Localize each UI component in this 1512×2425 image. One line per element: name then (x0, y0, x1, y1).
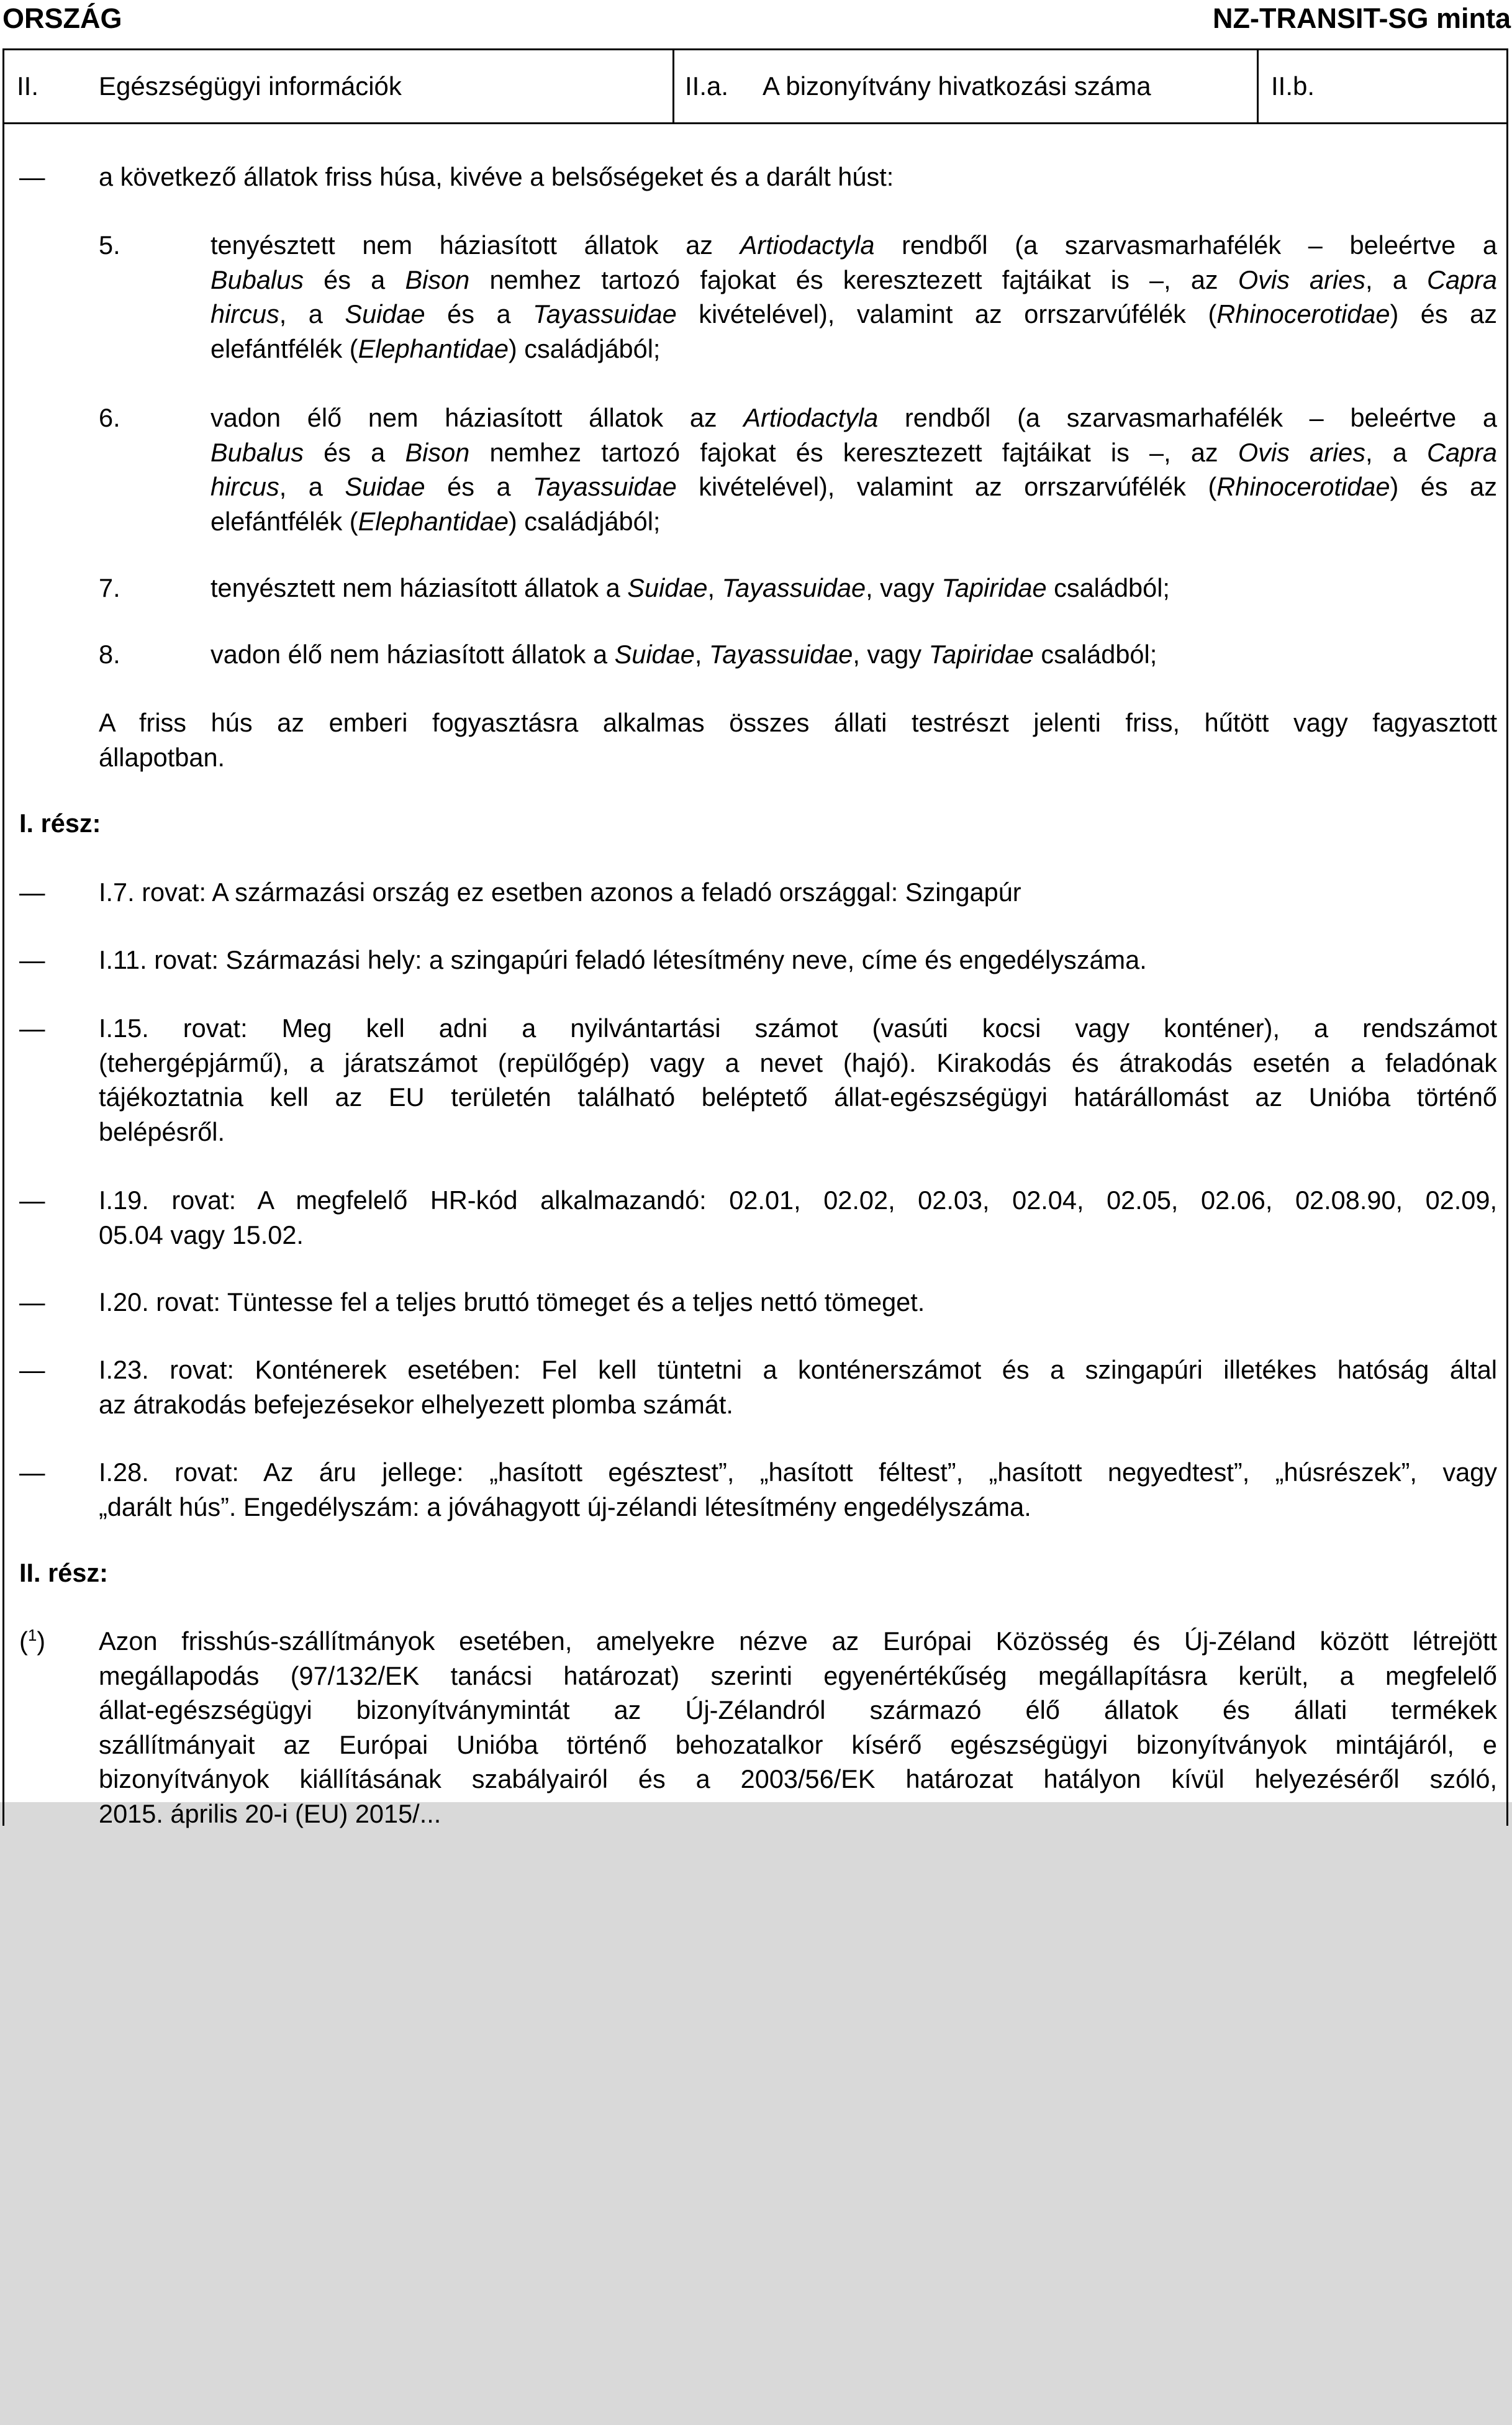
text-line: 2015. április 20-i (EU) 2015/... (99, 1798, 441, 1828)
top-header (0, 0, 1512, 45)
text-line: elefántfélék (Elephantidae) családjából; (211, 333, 661, 363)
text-line: I.20. rovat: Tüntesse fel a teljes bruttó tömeget és a teljes nettó tömeget. (99, 1287, 925, 1317)
item-7-text (211, 571, 1497, 605)
item-6-text (211, 401, 1497, 538)
col2-number: II.a. (685, 71, 729, 101)
header-divider (672, 50, 674, 122)
text-line: 05.04 vagy 15.02. (99, 1220, 304, 1249)
text-line: (tehergépjármű), a járatszámot (repülőgép) vagy a nevet (hajó). Kirakodás és átrakodás esetén a feladónak (99, 1048, 1497, 1077)
footnote-close: ) (37, 1626, 46, 1656)
text-line: Bubalus és a Bison nemhez tartozó fajokat és keresztezett fajtáikat is –, az Ovis aries, a Capra (211, 265, 1498, 294)
table-header-row (2, 48, 1508, 124)
item-number: 6. (99, 403, 120, 432)
text-line: állapotban. (99, 742, 225, 772)
text-line: vadon élő nem háziasított állatok az Artiodactyla rendből (a szarvasmarhafélék – beleértve a (211, 403, 1497, 432)
text-line: I.28. rovat: Az áru jellege: „hasított egésztest”, „hasított féltest”, „hasított negyedtest”, „húsrészek”, vagy (99, 1457, 1497, 1487)
box-i7-note (99, 875, 1497, 910)
fresh-meat-note (99, 705, 1497, 774)
part-2-title: II. rész: (19, 1558, 109, 1587)
box-i23-note (99, 1353, 1497, 1421)
header-divider (1257, 50, 1259, 122)
text-line: tenyésztett nem háziasított állatok a Suidae, Tayassuidae, vagy Tapiridae családból; (211, 573, 1170, 602)
dash-bullet: — (19, 162, 45, 191)
box-i15-note (99, 1011, 1497, 1149)
text-line: tenyésztett nem háziasított állatok az Artiodactyla rendből (a szarvasmarhafélék – beleértve a (211, 230, 1497, 260)
text-line: I.19. rovat: A megfelelő HR-kód alkalmazandó: 02.01, 02.02, 02.03, 02.04, 02.05, 02.06, 02.08.90, 02.09, (99, 1185, 1497, 1215)
text-line: Bubalus és a Bison nemhez tartozó fajokat és keresztezett fajtáikat is –, az Ovis aries, a Capra (211, 437, 1498, 467)
text-line: Azon frisshús-szállítmányok esetében, amelyekre nézve az Európai Közösség és Új-Zéland között létrejött (99, 1626, 1497, 1656)
text-line: megállapodás (97/132/EK tanácsi határozat) szerinti egyenértékűség megállapításra került, a megfelelő (99, 1661, 1497, 1690)
box-i28-note (99, 1455, 1497, 1524)
footnote-number: 1 (27, 1626, 37, 1645)
dash-bullet: — (19, 945, 45, 974)
text-line: belépésről. (99, 1117, 225, 1146)
text-line: vadon élő nem háziasított állatok a Suidae, Tayassuidae, vagy Tapiridae családból; (211, 640, 1157, 669)
part-1-title: I. rész: (19, 809, 101, 838)
item-5-text (211, 228, 1497, 366)
item-number: 7. (99, 573, 120, 602)
col2-label: A bizonyítvány hivatkozási száma (763, 71, 1151, 101)
col1-label: Egészségügyi információk (99, 71, 402, 101)
dash-bullet: — (19, 1185, 45, 1215)
text-line: elefántfélék (Elephantidae) családjából; (211, 506, 661, 536)
text-line: I.23. rovat: Konténerek esetében: Fel kell tüntetni a konténerszámot és a szingapúri illetékes hatóság által (99, 1355, 1497, 1384)
dash-bullet: — (19, 1013, 45, 1043)
footnote-open: ( (19, 1626, 28, 1656)
dash-bullet: — (19, 1355, 45, 1384)
text-line: bizonyítványok kiállításának szabályairól és a 2003/56/EK határozat hatályon kívül helyezéséről szóló, (99, 1764, 1497, 1793)
text-line: hircus, a Suidae és a Tayassuidae kivételével), valamint az orrszarvúfélék (Rhinocerotidae) és az (211, 299, 1497, 329)
intro-line: a következő állatok friss húsa, kivéve a belsőségeket és a darált húst: (99, 162, 894, 191)
text-line: tájékoztatnia kell az EU területén található beléptető állat-egészségügyi határállomást az Unióba történő (99, 1082, 1497, 1112)
text-line: állat-egészségügyi bizonyítványmintát az Új-Zélandról származó élő állatok és állati termékek (99, 1695, 1497, 1725)
model-label: NZ-TRANSIT-SG minta (1213, 2, 1511, 34)
col3-number: II.b. (1271, 71, 1315, 101)
item-number: 5. (99, 230, 120, 260)
text-line: szállítmányait az Európai Unióba történő behozatalkor kísérő egészségügyi bizonyítványok mintájáról, e (99, 1729, 1497, 1759)
text-line: hircus, a Suidae és a Tayassuidae kivételével), valamint az orrszarvúfélék (Rhinocerotidae) és az (211, 472, 1497, 501)
box-i19-note (99, 1183, 1497, 1252)
dash-bullet: — (19, 1287, 45, 1317)
box-i20-note (99, 1285, 1497, 1320)
text-line: „darált hús”. Engedélyszám: a jóváhagyott új-zélandi létesítmény engedélyszáma. (99, 1492, 1031, 1521)
item-number: 8. (99, 640, 120, 669)
certificate-body (2, 124, 1508, 1826)
footnote-marker (19, 1624, 45, 1659)
footnote-1-text (99, 1624, 1497, 1831)
text-line: I.7. rovat: A származási ország ez esetben azonos a feladó országgal: Szingapúr (99, 877, 1021, 907)
item-8-text (211, 637, 1497, 672)
country-label: ORSZÁG (2, 2, 122, 34)
text-line: az átrakodás befejezésekor elhelyezett plomba számát. (99, 1389, 733, 1419)
intro-text (99, 160, 1490, 194)
text-line: I.15. rovat: Meg kell adni a nyilvántartási számot (vasúti kocsi vagy konténer), a rendszámot (99, 1013, 1497, 1043)
box-i11-note (99, 943, 1497, 977)
dash-bullet: — (19, 877, 45, 907)
text-line: A friss hús az emberi fogyasztásra alkalmas összes állati testrészt jelenti friss, hűtött vagy fagyasztott (99, 708, 1497, 737)
text-line: I.11. rovat: Származási hely: a szingapúri feladó létesítmény neve, címe és engedélyszáma. (99, 945, 1147, 974)
col1-number: II. (17, 71, 39, 101)
dash-bullet: — (19, 1457, 45, 1487)
